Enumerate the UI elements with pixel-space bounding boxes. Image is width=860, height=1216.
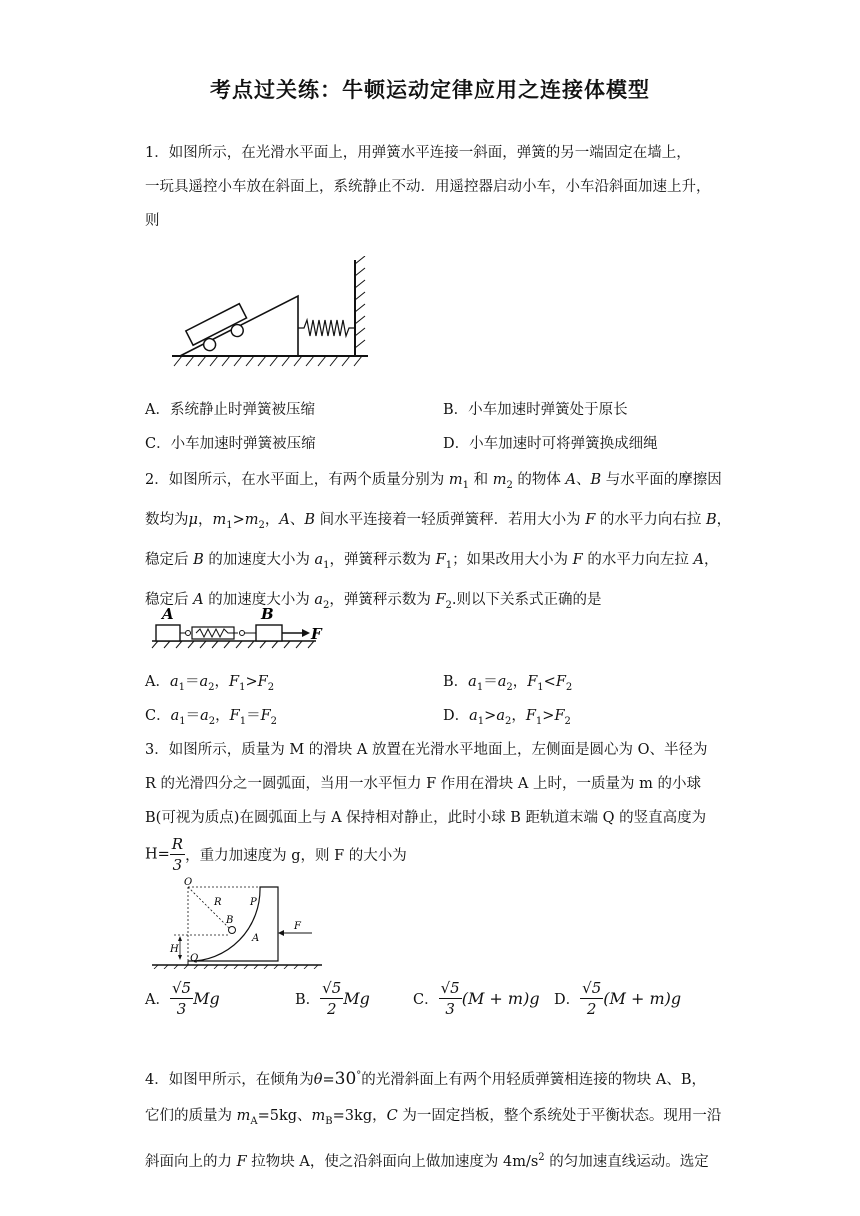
q4-line-1: 4．如图甲所示，在倾角为θ=30°的光滑斜面上有两个用轻质弹簧相连接的物块 A、B， [145,1068,706,1089]
q3-fig-label-o: O [184,877,193,888]
q2-line-4: 稳定后 A 的加速度大小为 $a_2$，弹簧秤示数为 $F_2$.则以下关系式正确的是 [145,591,602,611]
q3-text [145,733,720,835]
q3-figure-quarter-arc-block [152,875,324,969]
q3-fig-label-h: H [170,944,179,955]
q2-option-c[interactable]: C．$a_1=a_2$，$F_1=F_2$ [145,708,278,727]
q2-fig-label-b: B [261,605,274,623]
q4-line-3: 斜面向上的力 F 拉物块 A，使之沿斜面向上做加速度为 $4m/s^2$ 的匀加速直线运动。选定 [145,1151,709,1170]
q3-fig-label-r: R [214,897,222,908]
q3-fig-label-q: Q [190,953,199,964]
q3-line-3: B(可视为质点)在圆弧面上与 A 保持相对静止，此时小球 B 距轨道末端 Q 的竖直高度为 [145,810,707,826]
q3-line-2: R 的光滑四分之一圆弧面，当用一水平恒力 F 作用在滑块 A 上时，一质量为 m 的小球 [145,776,701,792]
q1-figure-incline-spring-car [168,256,378,370]
q1-line-2: 一玩具遥控小车放在斜面上，系统静止不动．用遥控器启动小车，小车沿斜面加速上升， [145,179,711,195]
q1-line-3: 则 [145,213,160,229]
q1-option-c[interactable]: C．小车加速时弹簧被压缩 [145,436,316,452]
page-title: 考点过关练：牛顿运动定律应用之连接体模型 [210,78,650,102]
q4-line-2: 它们的质量为 $m_A=5kg$、$m_B=3kg$，C 为一固定挡板，整个系统处于平衡状态。现用一沿 [145,1107,722,1127]
q3-fig-label-a: A [252,933,260,944]
q3-line-1: 3．如图所示，质量为 M 的滑块 A 放置在光滑水平地面上，左侧面是圆心为 O、半径为 [145,742,708,758]
q3-option-b[interactable]: B． $\frac{√5}{2}$ Mg [295,979,370,1018]
q2-option-a[interactable]: A．$a_1=a_2$，$F_1>F_2$ [145,674,275,693]
q3-line-4: H= $\frac{R}{3}$ ，重力加速度为 g，则 F 的大小为 [145,835,407,874]
q2-option-b[interactable]: B．$a_1=a_2$，$F_1<F_2$ [443,674,573,693]
q2-line-2: 数均为μ，$m_1>m_2$，A、B 间水平连接着一轻质弹簧秤．若用大小为 F 的水平力向右拉 B， [145,511,732,531]
q2-line-3: 稳定后 B 的加速度大小为 $a_1$，弹簧秤示数为 $F_1$；如果改用大小为 F 的水平力向左拉 A， [145,551,719,571]
q3-option-d[interactable]: D． $\frac{√5}{2}$ (M + m)g [554,979,682,1018]
q3-fraction-r-over-3: $\frac{R}{3}$ [171,835,184,874]
q1-option-a[interactable]: A．系统静止时弹簧被压缩 [145,402,315,418]
q1-option-b[interactable]: B．小车加速时弹簧处于原长 [443,402,628,418]
q2-figure-blocks-spring-scale [148,603,328,649]
q2-option-d[interactable]: D．$a_1>a_2$，$F_1>F_2$ [443,708,571,727]
q2-text [145,463,732,623]
q2-fig-label-f: F [311,625,322,643]
q2-fig-label-a: A [162,605,174,623]
q3-option-a[interactable]: A． $\frac{√5}{3}$ Mg [145,979,220,1018]
q1-text [145,136,720,238]
q3-fig-label-b: B [226,915,234,926]
q3-fig-label-p: P [250,897,257,908]
q3-fig-label-f: F [294,921,301,932]
q1-line-1: 1．如图所示，在光滑水平面上，用弹簧水平连接一斜面，弹簧的另一端固定在墙上， [145,145,691,161]
q1-option-d[interactable]: D．小车加速时可将弹簧换成细绳 [443,436,658,452]
q4-text [145,1058,720,1180]
q2-line-1: 2．如图所示，在水平面上，有两个质量分别为 $m_1$ 和 $m_2$ 的物体 A、B 与水平面的摩擦因 [145,472,722,491]
q3-option-c[interactable]: C． $\frac{√5}{3}$ (M + m)g [413,979,540,1018]
